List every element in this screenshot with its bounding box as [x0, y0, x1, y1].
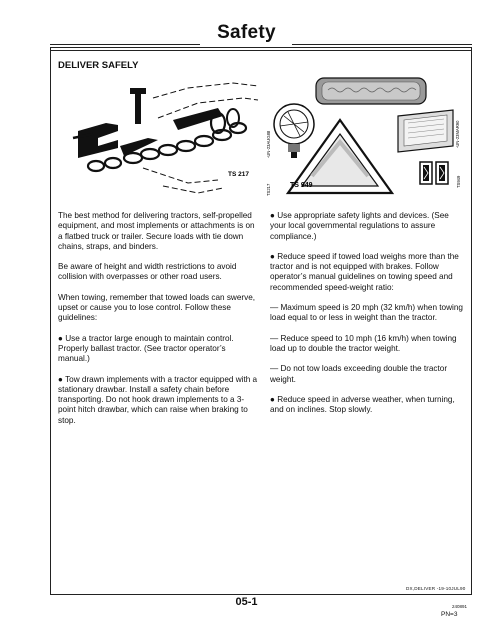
title-rule-right	[292, 44, 472, 45]
paragraph: The best method for delivering tractors, self-propelled equipment, and most implements or attachments is on a flatbed truck or trailer. Secure loads with tie down chains, straps, and binders.	[58, 211, 255, 251]
beacon-light-icon	[274, 104, 314, 158]
dash-item: — Reduce speed to 10 mph (16 km/h) when towing load up to double the tractor weight.	[270, 333, 457, 353]
document-code: DX,DELIVER -19-10JUL90	[406, 586, 466, 591]
safety-illustrations	[58, 68, 466, 203]
frame-top-rule	[50, 50, 472, 51]
warning-lamp-icon	[316, 78, 426, 104]
figure-ref-chain: -UN-23AUG88	[266, 130, 271, 158]
title-rule-left	[50, 44, 200, 45]
tail-lamp-icon	[398, 110, 453, 152]
bullet-item: ● Reduce speed if towed load weighs more than the tractor and is not equipped with brakes. Follow operator’s manual guidelines on towing speed and recommended speed-weight ratio:	[270, 251, 459, 292]
paragraph: Be aware of height and width restrictions to avoid collision with overpasses or other road users.	[58, 262, 237, 282]
bullet-item: ● Use appropriate safety lights and devices. (See your local governmental regulations to assure compliance.)	[270, 211, 449, 241]
figure-ref-ts217: TS217	[266, 183, 271, 196]
figure-label-sign: TS 949	[290, 182, 313, 189]
bullet-item: ● Use a tractor large enough to maintain control. Properly ballast tractor. (See tractor operator’s manual.)	[58, 333, 234, 364]
page-ref: PN=3	[441, 611, 458, 618]
dash-item: — Maximum speed is 20 mph (32 km/h) when towing load equal to or less in weight than the tractor.	[270, 303, 463, 323]
bullet-item: ● Reduce speed in adverse weather, when turning, and on inclines. Stop slowly.	[270, 394, 455, 415]
figure-ref-lamp: -UN-23MAR90	[455, 120, 460, 148]
reflector-icon	[420, 162, 448, 184]
page-number: 05-1	[235, 596, 258, 608]
section-heading: DELIVER SAFELY	[58, 60, 139, 71]
page-ref-small: 240891	[452, 604, 468, 609]
body-right-column	[270, 211, 465, 425]
body-left-column	[58, 211, 258, 436]
paragraph: When towing, remember that towed loads can swerve, upset or cause you to lose control. Follow these guidelines:	[58, 292, 256, 323]
figure-ref-ts949: TS949	[456, 175, 461, 188]
page-title: Safety	[217, 22, 276, 43]
dash-item: — Do not tow loads exceeding double the tractor weight.	[270, 364, 448, 384]
figure-label-chain: TS 217	[228, 171, 249, 178]
bullet-item: ● Tow drawn implements with a tractor equipped with a stationary drawbar. Install a safety chain before transporting. Do not hook drawn implements to a 3-point hitch drawbar, which can raise when braking to stop.	[58, 374, 258, 425]
